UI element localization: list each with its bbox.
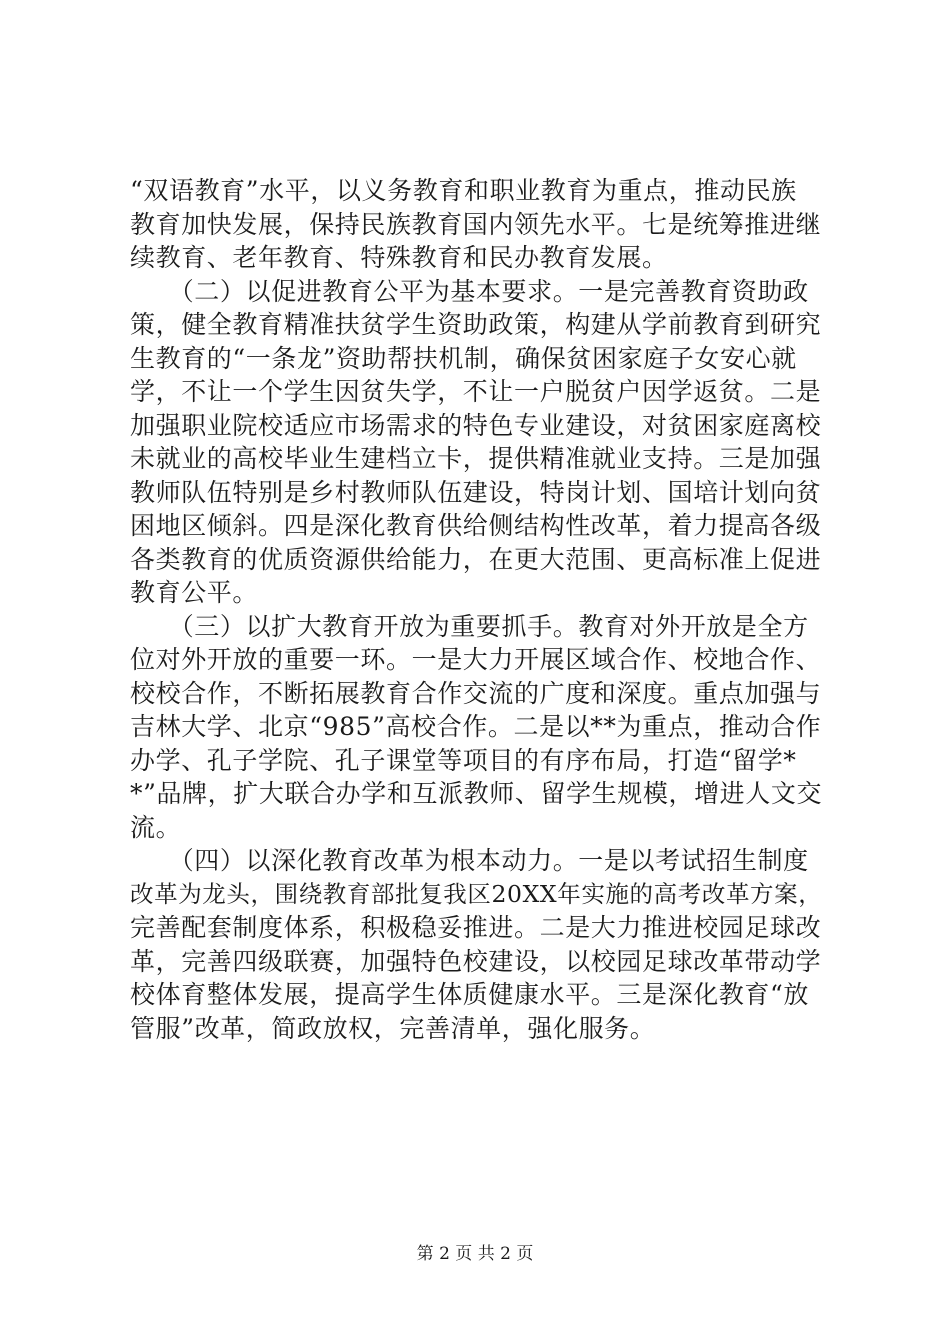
text-line: 教育加快发展，保持民族教育国内领先水平。七是统筹推进继 [130,209,822,239]
text-line: 革，完善四级联赛，加强特色校建设，以校园足球改革带动学 [130,946,822,976]
text-line: *”品牌，扩大联合办学和互派教师、留学生规模，增进人文交 [130,779,823,808]
text-line: 各类教育的优质资源供给能力，在更大范围、更高标准上促进 [130,544,822,574]
text-line: 困地区倾斜。四是深化教育供给侧结构性改革，着力提高各级 [130,511,822,540]
text-line: 教育公平。 [130,578,259,607]
text-line: 改革为龙头，围绕教育部批复我区20XX年实施的高考改革方案， [130,879,823,908]
text-line: （四）以深化教育改革为根本动力。一是以考试招生制度 [130,846,809,875]
text-line: 完善配套制度体系，积极稳妥推进。二是大力推进校园足球改 [130,913,822,942]
text-line: （三）以扩大教育开放为重要抓手。教育对外开放是全方 [130,611,809,641]
text-line: 吉林大学、北京“985”高校合作。二是以**为重点，推动合作 [130,712,822,741]
text-line: 流。 [130,812,182,842]
text-line: 未就业的高校毕业生建档立卡，提供精准就业支持。三是加强 [130,444,822,473]
text-line: 教师队伍特别是乡村教师队伍建设，特岗计划、国培计划向贫 [130,477,822,507]
text-line: 管服”改革，简政放权，完善清单，强化服务。 [130,1013,656,1043]
text-line: 加强职业院校适应市场需求的特色专业建设，对贫困家庭离校 [130,410,822,440]
body-text [130,174,830,1045]
text-line: 校体育整体发展，提高学生体质健康水平。三是深化教育“放 [130,980,809,1009]
text-line: 策，健全教育精准扶贫学生资助政策，构建从学前教育到研究 [130,310,822,339]
text-line: （二）以促进教育公平为基本要求。一是完善教育资助政 [130,276,809,306]
text-line: 位对外开放的重要一环。一是大力开展区域合作、校地合作、 [130,645,822,674]
text-line: 续教育、老年教育、特殊教育和民办教育发展。 [130,243,668,272]
text-line: 校校合作，不断拓展教育合作交流的广度和深度。重点加强与 [130,678,822,708]
text-line: 学，不让一个学生因贫失学，不让一户脱贫户因学返贫。二是 [130,377,822,406]
page-number-footer: 第 2 页 共 2 页 [416,1244,534,1264]
text-line: “双语教育”水平，以义务教育和职业教育为重点，推动民族 [130,176,797,205]
text-line: 办学、孔子学院、孔子课堂等项目的有序布局，打造“留学* [130,745,797,775]
text-line: 生教育的“一条龙”资助帮扶机制，确保贫困家庭子女安心就 [130,343,797,373]
